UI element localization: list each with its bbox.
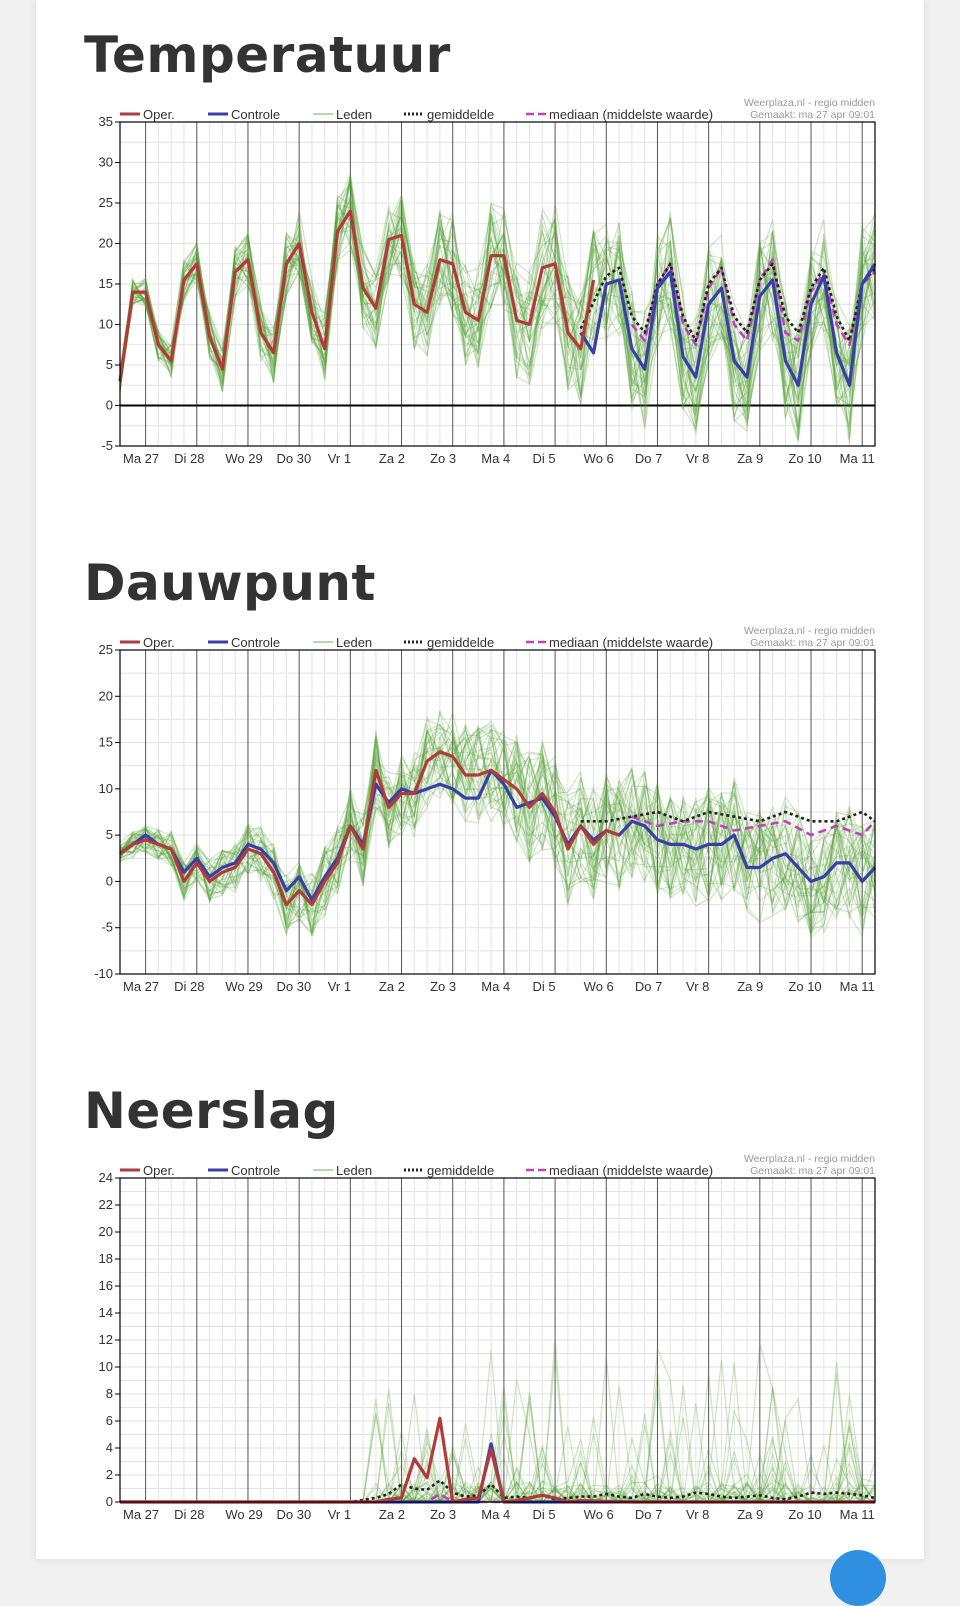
- x-tick-label: Vr 8: [686, 979, 710, 994]
- y-tick-label: -5: [101, 438, 113, 453]
- y-tick-label: 5: [105, 827, 113, 843]
- section-title-temperatuur: Temperatuur: [84, 26, 451, 84]
- x-tick-label: Di 5: [532, 1507, 556, 1522]
- y-tick-label: 20: [98, 1224, 113, 1239]
- legend-label: Oper.: [143, 107, 175, 122]
- x-tick-label: Di 5: [532, 979, 556, 994]
- section-title-dauwpunt: Dauwpunt: [84, 554, 376, 612]
- y-tick-label: 22: [98, 1197, 113, 1212]
- legend-label: gemiddelde: [427, 107, 495, 122]
- x-tick-label: Di 28: [174, 451, 205, 466]
- y-tick-label: 16: [98, 1278, 113, 1293]
- y-tick-label: 12: [98, 1332, 113, 1347]
- y-tick-label: 6: [105, 1413, 113, 1428]
- legend-label: Leden: [336, 635, 373, 650]
- y-tick-label: 20: [98, 235, 113, 251]
- x-tick-label: Wo 6: [583, 979, 614, 994]
- y-tick-label: 4: [105, 1440, 113, 1455]
- y-tick-label: 35: [98, 114, 113, 129]
- y-tick-label: 8: [105, 1386, 113, 1401]
- x-tick-label: Wo 6: [583, 451, 614, 466]
- x-tick-label: Ma 11: [839, 979, 875, 994]
- chart-temperatuur: [80, 90, 890, 480]
- x-tick-label: Wo 29: [225, 979, 263, 994]
- made-label: Gemaakt: ma 27 apr 09:01: [750, 637, 875, 649]
- x-tick-label: Za 9: [737, 979, 764, 994]
- x-tick-label: Vr 1: [327, 451, 352, 466]
- chart-neerslag: [80, 1146, 890, 1536]
- x-tick-label: Zo 10: [788, 979, 822, 994]
- section-title-neerslag: Neerslag: [84, 1082, 339, 1140]
- x-tick-label: Zo 10: [788, 451, 822, 466]
- x-tick-label: Ma 27: [123, 979, 160, 994]
- x-tick-label: Ma 11: [839, 1507, 875, 1522]
- legend-label: Controle: [231, 107, 281, 122]
- x-tick-label: Za 2: [378, 1507, 405, 1522]
- x-tick-label: Za 9: [737, 1507, 764, 1522]
- x-tick-label: Wo 29: [225, 451, 263, 466]
- x-tick-label: Do 30: [276, 1507, 312, 1522]
- legend-label: gemiddelde: [427, 1163, 495, 1178]
- legend-label: Controle: [231, 1163, 281, 1178]
- y-tick-label: 5: [105, 357, 113, 372]
- chart-dauwpunt: [80, 618, 890, 1008]
- x-tick-label: Vr 1: [327, 979, 352, 994]
- y-tick-label: 0: [105, 1494, 113, 1509]
- source-label: Weerplaza.nl - regio midden: [743, 625, 875, 637]
- x-tick-label: Zo 3: [430, 451, 457, 466]
- x-tick-label: Do 30: [276, 979, 312, 994]
- x-tick-label: Za 2: [378, 451, 405, 466]
- x-tick-label: Di 28: [174, 1507, 205, 1522]
- x-tick-label: Do 7: [634, 979, 663, 994]
- made-label: Gemaakt: ma 27 apr 09:01: [750, 1165, 875, 1177]
- x-tick-label: Di 5: [532, 451, 556, 466]
- legend-label: Oper.: [143, 635, 175, 650]
- x-tick-label: Ma 4: [481, 451, 511, 466]
- x-tick-label: Za 9: [737, 451, 764, 466]
- x-tick-label: Zo 10: [788, 1507, 822, 1522]
- legend-label: mediaan (middelste waarde): [549, 1163, 714, 1178]
- x-tick-label: Di 28: [174, 979, 205, 994]
- x-tick-label: Wo 29: [225, 1507, 263, 1522]
- y-tick-label: 15: [98, 734, 113, 750]
- y-tick-label: 24: [98, 1170, 113, 1185]
- legend-label: Oper.: [143, 1163, 175, 1178]
- x-tick-label: Vr 1: [327, 1507, 352, 1522]
- legend-label: Leden: [336, 107, 373, 122]
- x-tick-label: Zo 3: [430, 979, 457, 994]
- y-tick-label: 2: [105, 1467, 113, 1482]
- legend-label: Controle: [231, 635, 281, 650]
- x-tick-label: Do 30: [276, 451, 312, 466]
- y-tick-label: 30: [98, 154, 113, 170]
- y-tick-label: 10: [98, 316, 113, 332]
- floating-action-button[interactable]: [830, 1550, 886, 1606]
- legend-label: gemiddelde: [427, 635, 495, 650]
- y-tick-label: 14: [98, 1305, 113, 1320]
- legend-label: mediaan (middelste waarde): [549, 635, 714, 650]
- x-tick-label: Ma 4: [481, 1507, 511, 1522]
- x-tick-label: Ma 11: [839, 451, 875, 466]
- source-label: Weerplaza.nl - regio midden: [743, 97, 875, 109]
- source-label: Weerplaza.nl - regio midden: [743, 1153, 875, 1165]
- x-tick-label: Ma 4: [481, 979, 511, 994]
- y-tick-label: 0: [105, 873, 113, 889]
- legend-label: Leden: [336, 1163, 373, 1178]
- x-tick-label: Wo 6: [583, 1507, 614, 1522]
- x-tick-label: Ma 27: [123, 1507, 160, 1522]
- y-tick-label: 10: [98, 1359, 113, 1374]
- y-tick-label: 10: [98, 780, 113, 796]
- x-tick-label: Do 7: [634, 1507, 663, 1522]
- x-tick-label: Vr 8: [686, 1507, 710, 1522]
- x-tick-label: Do 7: [634, 451, 663, 466]
- y-tick-label: 0: [105, 397, 113, 413]
- y-tick-label: 15: [98, 276, 113, 291]
- y-tick-label: -5: [101, 919, 113, 935]
- x-tick-label: Zo 3: [430, 1507, 457, 1522]
- y-tick-label: 20: [98, 688, 113, 704]
- x-tick-label: Za 2: [378, 979, 405, 994]
- y-tick-label: 18: [98, 1251, 113, 1266]
- legend-label: mediaan (middelste waarde): [549, 107, 714, 122]
- y-tick-label: -10: [94, 966, 113, 981]
- made-label: Gemaakt: ma 27 apr 09:01: [750, 109, 875, 121]
- x-tick-label: Vr 8: [686, 451, 710, 466]
- y-tick-label: 25: [98, 195, 113, 210]
- y-tick-label: 25: [98, 642, 113, 657]
- x-tick-label: Ma 27: [123, 451, 160, 466]
